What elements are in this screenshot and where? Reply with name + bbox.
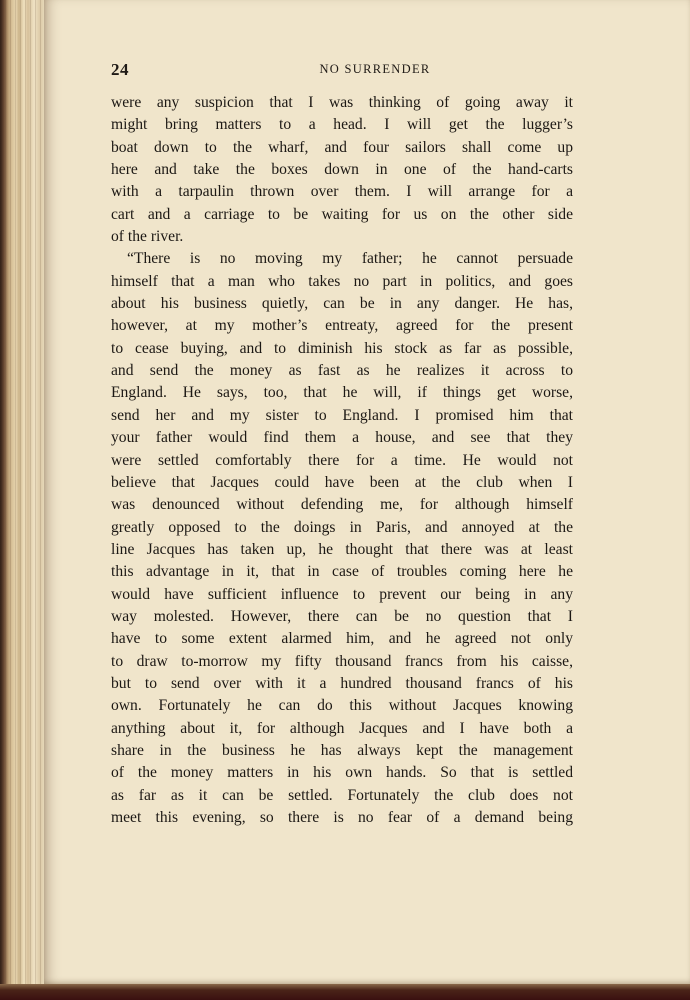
text-line: your father would find them a house, and see that they xyxy=(111,429,573,447)
text-line: meet this evening, so there is no fear of a demand being xyxy=(111,809,573,826)
text-line: might bring matters to a head. I will get the lugger’s xyxy=(111,116,573,134)
text-line: here and take the boxes down in one of the hand-carts xyxy=(111,161,573,179)
text-line: greatly opposed to the doings in Paris, and annoyed at the xyxy=(111,518,573,536)
text-line: with a tarpaulin thrown over them. I will arrange for a xyxy=(111,183,573,201)
text-line: to draw to-morrow my fifty thousand francs from his caisse, xyxy=(111,652,573,670)
text-line: as far as it can be settled. Fortunately the club does not xyxy=(111,786,573,804)
book-bottom-edge xyxy=(0,984,690,1000)
text-line: anything about it, for although Jacques and I have both a xyxy=(111,719,573,737)
text-line: cart and a carriage to be waiting for us on the other side xyxy=(111,205,573,223)
text-line: send her and my sister to England. I promised him that xyxy=(111,406,573,424)
running-head: NO SURRENDER xyxy=(319,62,431,76)
text-line: was denounced without defending me, for although himself xyxy=(111,496,573,514)
text-line: way molested. However, there can be no question that I xyxy=(111,607,573,625)
text-line: boat down to the wharf, and four sailors shall come up xyxy=(111,138,573,156)
text-line: to cease buying, and to diminish his stock as far as possible, xyxy=(111,339,573,357)
text-line: England. He says, too, that he will, if things get worse, xyxy=(111,384,573,402)
text-line: and send the money as fast as he realizes it across to xyxy=(111,362,573,380)
text-line: “There is no moving my father; he cannot persuade xyxy=(127,250,573,268)
text-line: about his business quietly, can be in any danger. He has, xyxy=(111,295,573,313)
text-line: however, at my mother’s entreaty, agreed for the present xyxy=(111,317,573,335)
text-line: have to some extent alarmed him, and he agreed not only xyxy=(111,630,573,648)
text-line: this advantage in it, that in case of troubles coming here he xyxy=(111,563,573,581)
text-line: himself that a man who takes no part in politics, and goes xyxy=(111,272,573,290)
text-line: would have sufficient influence to prevent our being in any xyxy=(111,585,573,603)
text-line: but to send over with it a hundred thousand francs of his xyxy=(111,674,573,692)
text-line: were settled comfortably there for a time. He would not xyxy=(111,451,573,469)
page-number: 24 xyxy=(111,60,129,79)
text-line: line Jacques has taken up, he thought that there was at least xyxy=(111,540,573,558)
text-line: share in the business he has always kept the management xyxy=(111,741,573,759)
body-text xyxy=(111,92,573,829)
text-line: of the money matters in his own hands. So that is settled xyxy=(111,764,573,782)
binding-page-edges xyxy=(0,0,48,1000)
text-line: were any suspicion that I was thinking of going away it xyxy=(111,94,573,111)
page-header xyxy=(111,60,571,82)
text-line: of the river. xyxy=(111,228,184,246)
text-line: own. Fortunately he can do this without Jacques knowing xyxy=(111,697,573,715)
text-line: believe that Jacques could have been at the club when I xyxy=(111,473,573,491)
